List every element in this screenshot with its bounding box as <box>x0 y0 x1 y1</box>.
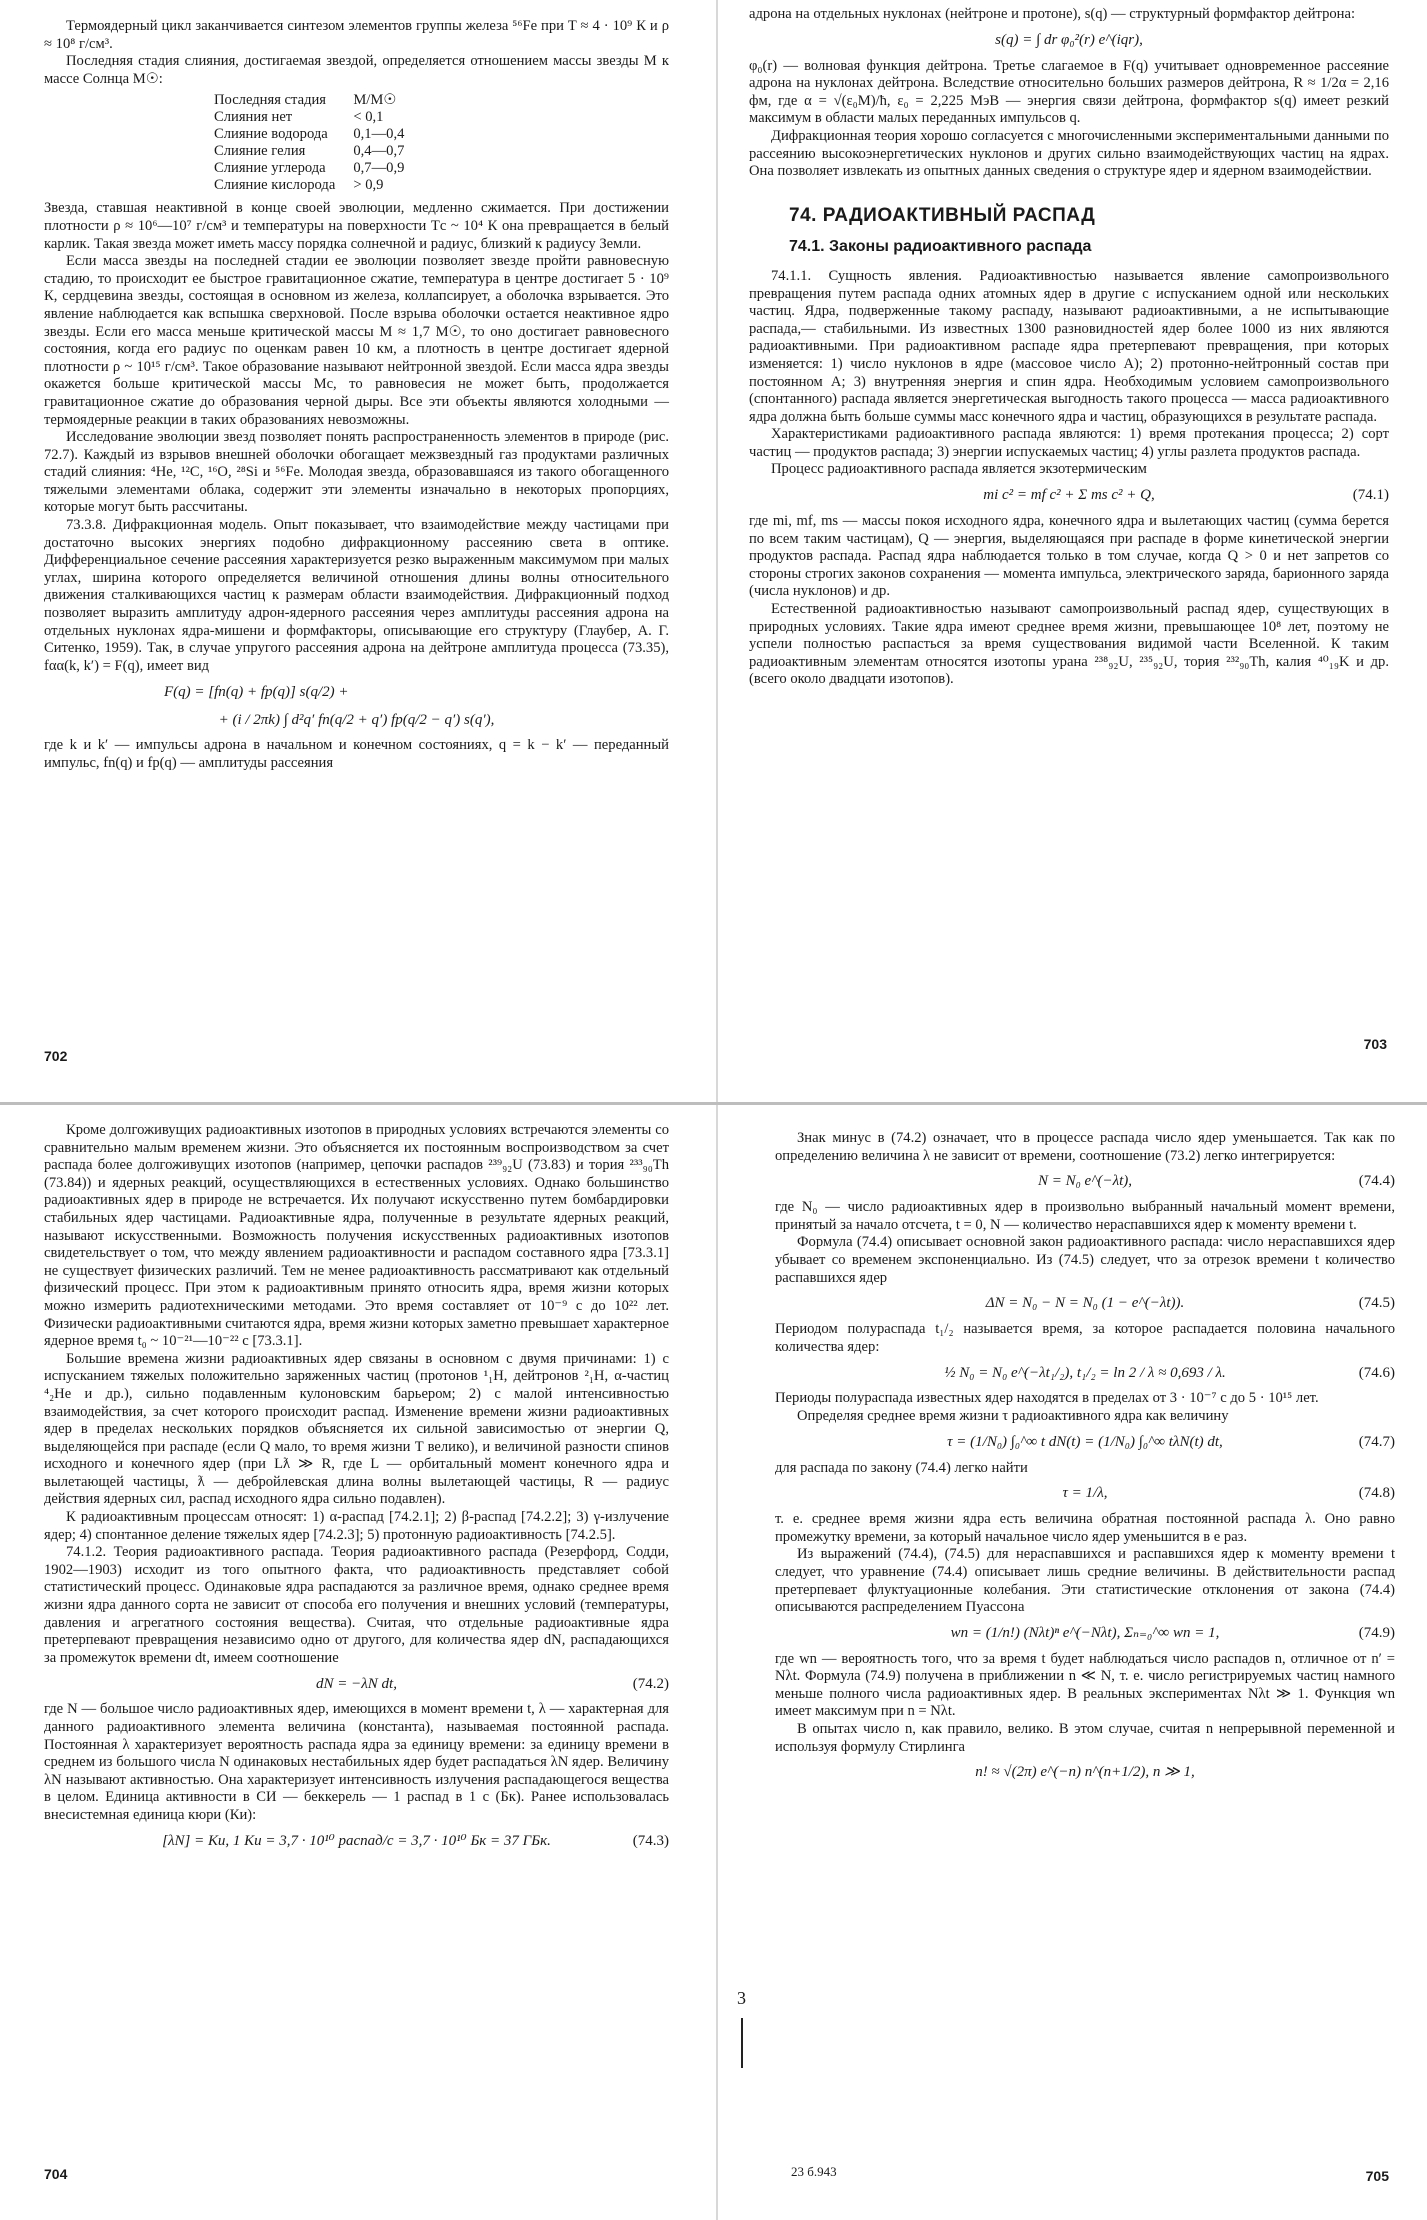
section-heading: 74.1. Законы радиоактивного распада <box>789 238 1092 256</box>
paragraph: Определяя среднее время жизни τ радиоактивного ядра как величину <box>797 1407 1229 1424</box>
paragraph: где N — большое число радиоактивных ядер, имеющихся в момент времени t, λ — характерная для данного радиоактивного элемента величина (константа), называемая постоянной распада. Постоянная λ характеризует вероятность распада ядра за единицу времени: за единицу времени в среднем из большого числа N одинаковых нестабильных ядер будет распадаться λN ядер. Величину λN называют активностью. Она характеризует интенсивность излучения распадающегося вещества в целом. Единица активности в СИ — беккерель — 1 распад в 1 с (Бк). Ранее использовалась внесистемная единица кюри (Ки): <box>44 1701 669 1823</box>
page-separator <box>0 1102 1427 1105</box>
equation <box>775 1362 1395 1384</box>
table-cell: 0,4—0,7 <box>353 143 405 160</box>
table-row <box>214 109 422 126</box>
equation <box>775 1762 1395 1784</box>
table-row <box>214 126 422 143</box>
equation <box>749 30 1389 52</box>
paragraph: где N₀ — число радиоактивных ядер в произвольно выбранный начальный момент времени, принятый за начало отсчета, t = 0, N — количество нераспавшихся ядер к моменту времени t. <box>775 1199 1395 1233</box>
page-705 <box>727 1108 1427 2220</box>
page-704 <box>0 1108 712 2220</box>
paragraph: Знак минус в (74.2) означает, что в процессе распада число ядер уменьшается. Так как по определению величина λ не зависит от времени, соотношение (73.2) легко интегрируется: <box>775 1130 1395 1164</box>
equation-number: (74.3) <box>632 1832 669 1849</box>
paragraph: Звезда, ставшая неактивной в конце своей эволюции, медленно сжимается. При достижении плотности ρ ≈ 10⁶—10⁷ г/см³ и температуры на поверхности Tс ~ 10⁴ К она превращается в белый карлик. Такая звезда может иметь массу порядка солнечной и радиус, близкий к радиусу Земли. <box>44 200 669 252</box>
equation <box>775 1623 1395 1645</box>
equation-number: (74.2) <box>632 1675 669 1692</box>
margin-bar <box>741 2018 743 2068</box>
paragraph: для распада по закону (74.4) легко найти <box>775 1459 1028 1476</box>
table-cell: Слияние водорода <box>214 126 328 143</box>
paragraph: Процесс радиоактивного распада является экзотермическим <box>771 461 1147 478</box>
page-704-text <box>44 1122 669 1859</box>
page-gutter <box>716 0 718 2220</box>
equation-text: s(q) = ∫ dr φ₀²(r) e^(iqr), <box>995 31 1143 48</box>
paragraph: В опытах число n, как правило, велико. В этом случае, считая n непрерывной переменной и используя формулу Стирлинга <box>775 1721 1395 1755</box>
equation <box>775 1432 1395 1454</box>
table-row <box>214 143 422 160</box>
paragraph: φ₀(r) — волновая функция дейтрона. Третье слагаемое в F(q) учитывает одновременное рассеяние адрона на нуклонах дейтрона. Вследствие относительно больших размеров дейтрона, R ≈ 1/2α = 2,16 фм, где α = √(ε₀M)/ħ, ε₀ = 2,225 МэВ — энергия связи дейтрона, формфактор s(q) имеет резкий максимум в области малых переданных импульсов q. <box>749 57 1389 127</box>
equation <box>44 709 669 731</box>
paragraph: Кроме долгоживущих радиоактивных изотопов в природных условиях встречаются элементы со сравнительно малым временем жизни. Это объясняется их постоянным воспроизводством за счет распада более долгоживущих изотопов (например, цепочки распадов ²³⁹₉₂U (73.83) и тория ²³³₉₀Th (73.84)) и ядерных реакций, осуществляющихся в естественных условиях. Однако большинство радиоактивных ядер в природе не встречается. Их получают искусственно путем бомбардировки стабильных ядер частицами. Радиоактивные ядра, полученные в результате ядерных реакций, называют искусственными. Возможность получения искусственных радиоактивных изотопов свидетельствует о том, что между явлением радиоактивности и распадом составного ядра [73.3.1] не существует физических различий. Тем не менее радиоактивность рассматривают как отдельный физический процесс. При этом к радиоактивным принято относить ядра, время жизни которых можно измерить радиотехническими методами. Это время составляет от 10⁻⁹ с до 10²² лет. Физически радиоактивными считаются ядра, время жизни которых заметно превышает характерное ядерное время t₀ ~ 10⁻²¹—10⁻²² с [73.3.1]. <box>44 1122 669 1350</box>
equation-text: mi c² = mf c² + Σ ms c² + Q, <box>983 487 1155 504</box>
paragraph: Характеристиками радиоактивного распада являются: 1) время протекания процесса; 2) сорт частиц — продуктов распада; 3) энергии испускаемых частиц; 4) углы разлета продуктов распада. <box>749 426 1389 460</box>
table-cell: 0,1—0,4 <box>353 126 405 143</box>
equation-text: F(q) = [fn(q) + fp(q)] s(q/2) + <box>164 683 349 700</box>
equation-text: N = N₀ e^(−λt), <box>1037 1173 1133 1190</box>
page-703 <box>727 0 1427 1100</box>
equation <box>44 1673 669 1695</box>
paragraph: Исследование эволюции звезд позволяет понять распространенность элементов в природе (рис. 72.7). Каждый из взрывов внешней оболочки обогащает межзвездный газ продуктами различных стадий слияния: ⁴He, ¹²C, ¹⁶O, ²⁸Si и ⁵⁶Fe. Молодая звезда, образовавшаяся из такого обогащенного тяжелыми элементами облака, содержит эти элементы изначально в некоторых пропорциях, которые могут быть рассчитаны. <box>44 429 669 516</box>
page-702-text <box>44 18 669 773</box>
paragraph: Из выражений (74.4), (74.5) для нераспавшихся и распавшихся ядер к моменту времени t следует, что уравнение (74.4) описывает лишь средние величины. В действительности распад претерпевает флуктуационные колебания. Эти статистические отклонения от закона (74.4) описываются распределением Пуассона <box>775 1546 1395 1616</box>
paragraph: Если масса звезды на последней стадии ее эволюции позволяет звезде пройти равновесную стадию, то происходит ее быстрое гравитационное сжатие, температура в центре достигает 5 · 10⁹ К, сердцевина звезды, состоящая в основном из железа, коллапсирует, а оболочка взрывается. Это явление наблюдается как вспышка сверхновой. После взрыва оболочки остается неактивное ядро звезды. Если его масса меньше критической массы M ≈ 1,7 M☉, то оно достигает равновесного состояния, когда его радиус по оценкам равен 10 км, а плотность в центре достигает ядерной плотности ρ ~ 10¹⁵ г/см³. Такое образование называют нейтронной звездой. Если масса ядра звезды окажется больше критической массы Mс, то равновесия не может быть, продолжается гравитационное сжатие до образования черной дыры. Все эти объекты являются холодными — термоядерные реакции в таких образованиях невозможны. <box>44 253 669 428</box>
paragraph: где k и k′ — импульсы адрона в начальном и конечном состояниях, q = k − k′ — переданный импульс, fn(q) и fp(q) — амплитуды рассеяния <box>44 737 669 771</box>
equation-text: + (i / 2πk) ∫ d²q′ fn(q/2 + q′) fp(q/2 − q′) s(q′), <box>218 711 495 728</box>
equation-number: (74.6) <box>1358 1364 1395 1381</box>
printer-signature: 23 б.943 <box>791 2164 837 2179</box>
equation-number: (74.9) <box>1358 1624 1395 1641</box>
page-number: 704 <box>44 2166 68 2182</box>
chapter-heading: 74. РАДИОАКТИВНЫЙ РАСПАД <box>789 204 1096 226</box>
margin-mark: 3 <box>737 1988 746 2008</box>
paragraph: К радиоактивным процессам относят: 1) α-распад [74.2.1]; 2) β-распад [74.2.2]; 3) γ-излучение ядер; 4) спонтанное деление тяжелых ядер [74.2.3]; 5) протонную радиоактивность [74.2.5]. <box>44 1509 669 1543</box>
paragraph: Периоды полураспада известных ядер находятся в пределах от 3 · 10⁻⁷ с до 5 · 10¹⁵ лет. <box>775 1390 1319 1407</box>
paragraph: адрона на отдельных нуклонах (нейтроне и протоне), s(q) — структурный формфактор дейтрона: <box>749 6 1356 22</box>
equation <box>44 1831 669 1853</box>
paragraph: Формула (74.4) описывает основной закон радиоактивного распада: число нераспавшихся ядер убывает со временем экспоненциально. Из (74.5) следует, что за отрезок времени t количество распавшихся ядер <box>775 1234 1395 1286</box>
equation-number: (74.7) <box>1358 1433 1395 1450</box>
equation <box>775 1293 1395 1315</box>
equation-text: τ = (1/N₀) ∫₀^∞ t dN(t) = (1/N₀) ∫₀^∞ tλN(t) dt, <box>947 1433 1223 1450</box>
table-row <box>214 177 422 194</box>
equation-text: n! ≈ √(2π) e^(−n) n^(n+1/2), n ≫ 1, <box>975 1764 1195 1781</box>
page-number: 705 <box>1365 2168 1389 2184</box>
paragraph: Большие времена жизни радиоактивных ядер связаны в основном с двумя причинами: 1) с испусканием тяжелых положительно заряженных частиц (протонов ¹₁H, дейтронов ²₁H, α-частиц ⁴₂He и др.), сильно подавленным кулоновским барьером; 2) с малой интенсивностью взаимодействия, за счет которого происходит распад. Изменение времени жизни радиоактивных ядер в пределах нескольких порядков объясняется их сильной зависимостью от энергии Q, выделяющейся при распаде (если Q мало, то время жизни T велико), и величиной разности спинов исходного и конечного ядер (при Lƛ ≫ R, где L — орбитальный момент конечного ядра и вылетающей частицы, ƛ — дебройлевская длина волны вылетающей частицы, R — радиус действия ядерных сил, распад исходного ядра сильно подавлен). <box>44 1350 669 1508</box>
table-header-cell: M/M☉ <box>353 92 397 109</box>
table-cell: Слияние кислорода <box>214 177 336 194</box>
table-cell: < 0,1 <box>353 109 384 126</box>
equation-number: (74.5) <box>1358 1295 1395 1312</box>
fusion-stage-table <box>214 92 422 194</box>
equation-number: (74.1) <box>1352 487 1389 504</box>
equation-text: τ = 1/λ, <box>1062 1485 1108 1502</box>
paragraph: 74.1.1. Сущность явления. Радиоактивностью называется явление самопроизвольного превращения путем распада одних атомных ядер в другие с испусканием одной или нескольких частиц. Ядра, подверженные такому распаду, называют радиоактивными, а не испытывающие распада,— стабильными. Из известных 1300 разновидностей ядер более 1000 из них являются радиоактивными. При радиоактивном распаде ядра претерпевают превращения, при которых изменяется: 1) число нуклонов в ядре (массовое число A); 2) протонно-нейтронный состав при постоянном A; 3) внутренняя энергия и спин ядра. Необходимым условием самопроизвольного (спонтанного) распада является энергетическая выгодность такого процесса — масса радиоактивного ядра должна быть больше суммы масс конечного ядра и частиц, образующихся в результате распада. <box>749 267 1389 425</box>
table-header-cell: Последняя стадия <box>214 92 327 109</box>
equation-text: ΔN = N₀ − N = N₀ (1 − e^(−λt)). <box>985 1295 1185 1312</box>
table-cell: 0,7—0,9 <box>353 160 405 177</box>
paragraph: 74.1.2. Теория радиоактивного распада. Теория радиоактивного распада (Резерфорд, Содди, 1902—1903) исходит из того опытного факта, что радиоактивность представляет собой статистический процесс. Одинаковые ядра распадаются за различное время, однако среднее время жизни ядра данного сорта не зависит от способа его получения и внешних условий (температуры, давления и агрегатного состояния вещества). Считая, что отдельные радиоактивные ядра претерпевают превращения независимо одно от другого, для количества ядер dN, распадающихся за промежуток времени dt, имеем соотношение <box>44 1544 669 1666</box>
table-header-row <box>214 92 422 109</box>
table-cell: Слияние гелия <box>214 143 306 160</box>
equation <box>44 681 669 703</box>
paragraph: Последняя стадия слияния, достигаемая звездой, определяется отношением массы звезды M к массе Солнца M☉: <box>44 53 669 87</box>
paragraph: Естественной радиоактивностью называют самопроизвольный распад ядер, существующих в природных условиях. Такие ядра имеют среднее время жизни, превышающее 10⁸ лет, поэтому не успели полностью распасться за время существования видимой части Вселенной. К таким радиоактивным элементам относятся изотопы урана ²³⁸₉₂U, ²³⁵₉₂U, тория ²³²₉₀Th, калия ⁴⁰₁₉K и др. (всего около двадцати изотопов). <box>749 601 1389 688</box>
equation <box>775 1171 1395 1193</box>
paragraph: Периодом полураспада t₁/₂ называется время, за которое распадается половина начального количества ядер: <box>775 1321 1395 1355</box>
table-cell: Слияния нет <box>214 109 293 126</box>
table-row <box>214 160 422 177</box>
page-705-text <box>775 1130 1395 1790</box>
equation-text: ½ N₀ = N₀ e^(−λt₁/₂), t₁/₂ = ln 2 / λ ≈ 0,693 / λ. <box>944 1364 1226 1381</box>
paragraph: т. е. среднее время жизни ядра есть величина обратная постоянной распада λ. Оно равно промежутку времени, за который начальное число ядер уменьшится в e раз. <box>775 1511 1395 1545</box>
equation <box>749 485 1389 507</box>
equation-text: dN = −λN dt, <box>316 1675 397 1692</box>
equation-number: (74.4) <box>1358 1173 1395 1190</box>
equation-text: [λN] = Ки, 1 Ки = 3,7 · 10¹⁰ распад/с = 3,7 · 10¹⁰ Бк = 37 ГБк. <box>162 1832 551 1849</box>
table-cell: Слияние углерода <box>214 160 326 177</box>
paragraph: Термоядерный цикл заканчивается синтезом элементов группы железа ⁵⁶Fe при T ≈ 4 · 10⁹ К и ρ ≈ 10⁸ г/см³. <box>44 18 669 52</box>
page-number: 702 <box>44 1048 68 1064</box>
paragraph: 73.3.8. Дифракционная модель. Опыт показывает, что взаимодействие между частицами при достаточно высоких энергиях подобно дифракционному рассеянию света в оптике. Дифференциальное сечение рассеяния характеризуется резко выраженным максимумом при малых углах, ширина которого определяется величиной отношения длины волны относительного движения сталкивающихся частиц к размерам области взаимодействия. Дифракционный подход позволяет выразить амплитуду адрон-ядерного рассеяния через амплитуды рассеяния адрона на отдельных нуклонах ядра-мишени и формфакторы, описывающие его структуру (Глаубер, А. Г. Ситенко, 1959). Так, в случае упругого рассеяния адрона на дейтроне амплитуда процесса (73.35), fαα(k, k′) = F(q), имеет вид <box>44 517 669 674</box>
paragraph: Дифракционная теория хорошо согласуется с многочисленными экспериментальными данными по рассеянию высокоэнергетических нуклонов и других сильно взаимодействующих частиц на ядрах. Она позволяет извлекать из опытных данных сведения о структуре ядер и ядерном взаимодействии. <box>749 127 1389 180</box>
table-cell: > 0,9 <box>353 177 384 194</box>
page-703-text <box>749 6 1389 689</box>
paragraph: где mi, mf, ms — массы покоя исходного ядра, конечного ядра и вылетающих частиц (сумма берется по всем таким частицам), Q — энергия, выделяющаяся при распаде в форме кинетической энергии продуктов распада. Распад ядра наблюдается только в том случае, когда Q > 0 и нет запретов со стороны строгих законов сохранения — момента импульса, электрического заряда, барионного заряда (числа нуклонов) и др. <box>749 513 1389 600</box>
equation <box>775 1483 1395 1505</box>
equation-text: wn = (1/n!) (Nλt)ⁿ e^(−Nλt), Σₙ₌₀^∞ wn = 1, <box>950 1624 1220 1641</box>
page-702 <box>0 0 712 1100</box>
paragraph: где wn — вероятность того, что за время t будет наблюдаться число распадов n, отличное от n′ = Nλt. Формула (74.9) получена в приближении n ≪ N, т. е. число регистрируемых частиц намного меньше полного числа радиоактивных ядер. В реальных экспериментах Nλt ≫ 1. Функция wn имеет максимум при n = Nλt. <box>775 1650 1395 1720</box>
equation-number: (74.8) <box>1358 1485 1395 1502</box>
page-number: 703 <box>1363 1036 1387 1052</box>
